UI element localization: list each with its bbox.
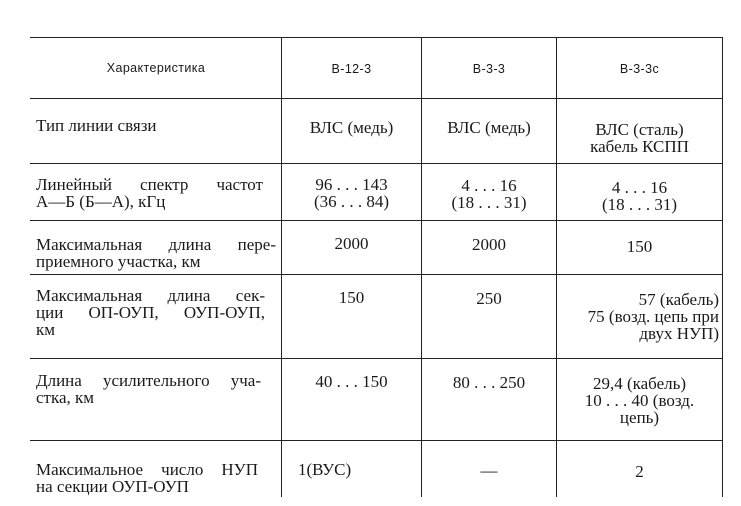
divider-2 [421,37,422,497]
row-section-length-b12-3: 150 [338,288,365,307]
row-max-nup-label: Максимальное число НУП на секции ОУП-ОУП [36,460,258,496]
row-relay-length-b3-3: 2000 [472,235,506,254]
rule-row2 [30,220,723,221]
rule-row3 [30,274,723,275]
header-characteristic: Характеристика [106,61,206,75]
row-line-type-b12-3: ВЛС (медь) [309,118,394,137]
row-spectrum-label: Линейный спектр частот А—Б (Б—А), кГц [36,175,263,211]
row-line-type-b3-3c: ВЛС (сталь) кабель КСПП [590,120,689,156]
row-relay-length-label: Максимальная длина пере- приемного участка, км [36,235,276,271]
row-amplifier-length-b3-3: 80 . . . 250 [452,373,526,392]
divider-right [722,37,723,497]
row-section-length-b3-3c: 57 (кабель) 75 (возд. цепь при двух НУП) [587,290,719,343]
header-b3-3: В-3-3 [472,62,506,76]
row-amplifier-length-label: Длина усилительного уча- стка, км [36,371,261,407]
row-line-type-b3-3: ВЛС (медь) [447,118,531,137]
row-max-nup-b3-3: — [480,461,498,480]
header-b3-3c: В-3-3с [619,62,660,76]
row-section-length-b3-3: 250 [476,289,502,308]
row-spectrum-b12-3: 96 . . . 143 (36 . . . 84) [313,175,390,211]
row-section-length-label: Максимальная длина сек- ции ОП-ОУП, ОУП-ОУП, км [36,286,265,339]
divider-1 [281,37,282,497]
row-amplifier-length-b12-3: 40 . . . 150 [315,372,388,391]
row-max-nup-b3-3c: 2 [635,462,644,481]
row-max-nup-b12-3: 1(ВУС) [298,460,352,479]
header-b12-3: В-12-3 [331,62,372,76]
rule-row1 [30,163,723,164]
row-line-type-label: Тип линии связи [36,116,157,135]
row-spectrum-b3-3c: 4 . . . 16 (18 . . . 31) [601,178,678,214]
rule-top [30,37,723,38]
row-relay-length-b3-3c: 150 [626,237,653,256]
row-spectrum-b3-3: 4 . . . 16 (18 . . . 31) [451,176,527,212]
row-relay-length-b12-3: 2000 [334,234,369,253]
row-amplifier-length-b3-3c: 29,4 (кабель) 10 . . . 40 (возд. цепь) [584,374,695,427]
divider-3 [556,37,557,497]
rule-row5 [30,440,723,441]
rule-header [30,98,723,99]
rule-row4 [30,358,723,359]
